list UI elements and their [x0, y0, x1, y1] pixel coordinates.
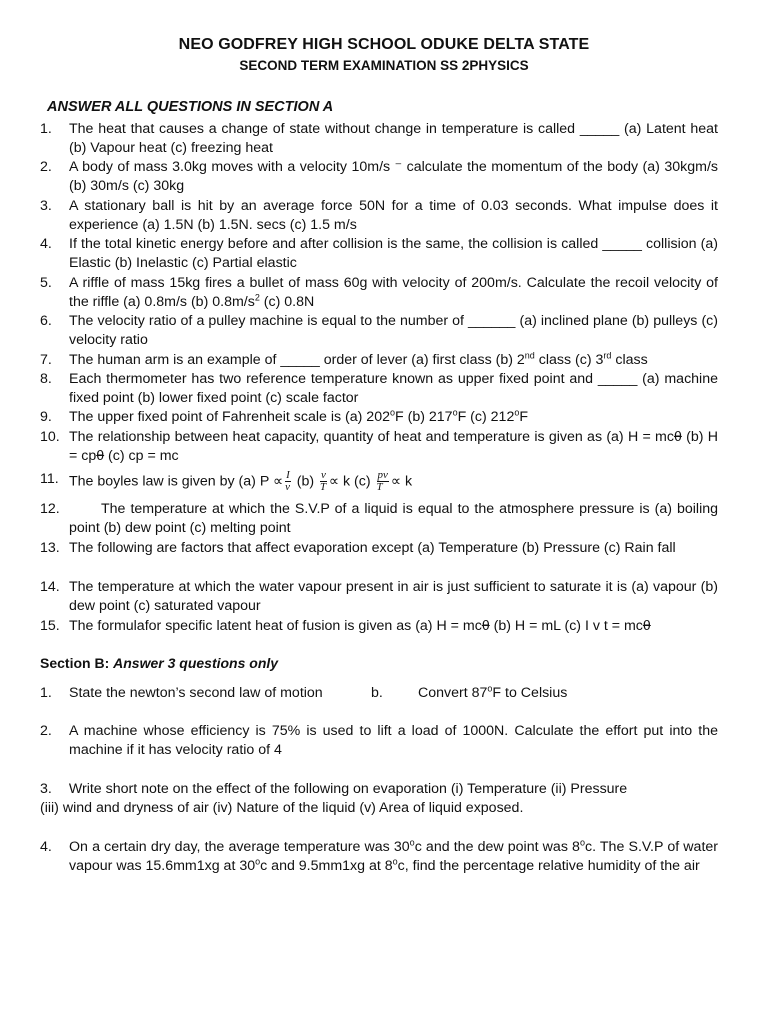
question-2: [40, 158, 718, 197]
question-9: [40, 408, 718, 427]
question-number: 11.: [40, 471, 59, 487]
question-text: If the total kinetic energy before and after collision is the same, the collision is called _____ collision (a) Elastic (b) Inelastic (c) Partial elastic: [69, 236, 718, 272]
question-text: Each thermometer has two reference temperature known as upper fixed point and _____ (a) machine fixed point (b) lower fixed point (c) scale factor: [69, 371, 718, 407]
question-text: The formulafor specific latent heat of fusion is given as (a) H = mcθ (b) H = mL (c) I v t = mcθ: [69, 618, 651, 634]
question-number: 13.: [40, 540, 60, 556]
question-text: The following are factors that affect evaporation except (a) Temperature (b) Pressure (c) Rain fall: [69, 540, 676, 556]
question-number: 1.: [40, 685, 52, 701]
question-number: 10.: [40, 429, 60, 445]
part-b-text: Convert 87$^o$F to Celsius: [418, 683, 568, 701]
section-b-question-2: [40, 722, 718, 761]
question-11: [40, 470, 718, 493]
question-number: 3.: [40, 198, 52, 214]
question-number: 7.: [40, 352, 52, 368]
part-b-label: b.: [371, 685, 383, 701]
question-12: [40, 500, 718, 539]
question-number: 6.: [40, 313, 52, 329]
section-b-question-4: [40, 838, 718, 877]
question-text: The velocity ratio of a pulley machine is equal to the number of ______ (a) inclined plane (b) pulleys (c) velocity ratio: [69, 313, 718, 349]
question-number: 1.: [40, 121, 52, 137]
question-8: [40, 370, 718, 409]
question-text: A machine whose efficiency is 75% is used to lift a load of 1000N. Calculate the effort put into the machine if it has velocity ratio of 4: [69, 723, 718, 759]
question-10: [40, 428, 718, 467]
school-title: NEO GODFREY HIGH SCHOOL ODUKE DELTA STATE: [178, 36, 590, 53]
question-number: 4.: [40, 236, 52, 252]
question-13: [40, 539, 718, 558]
question-text: A riffle of mass 15kg fires a bullet of mass 60g with velocity of 200m/s. Calculate the recoil velocity of the riffle (a) 0.8m/s (b) $0.8m/s^2$ (c) 0.8N: [69, 275, 718, 311]
section-b-question-3: [40, 780, 718, 819]
question-line-2: (iii) wind and dryness of air (iv) Nature of the liquid (v) Area of liquid exposed.: [40, 800, 524, 817]
fraction-v-over-t: $\frac{v}{T}$: [320, 469, 327, 493]
question-6: [40, 312, 718, 351]
question-text: The relationship between heat capacity, quantity of heat and temperature is given as (a) H = mcθ (b) H = cpθ (c) cp = mc: [69, 429, 718, 465]
question-number: 2.: [40, 723, 52, 739]
question-number: 8.: [40, 371, 52, 387]
question-4: [40, 235, 718, 274]
exam-subtitle: SECOND TERM EXAMINATION SS 2PHYSICS: [239, 58, 529, 73]
question-3: [40, 197, 718, 236]
question-number: 15.: [40, 618, 60, 634]
question-text: A body of mass 3.0kg moves with a velocity 10m/s ⁻ calculate the momentum of the body (a) 30kgm/s (b) 30m/s (c) 30kg: [69, 159, 718, 195]
question-text: The human arm is an example of _____ order of lever (a) first class (b) 2nd class (c) 3rd class: [69, 350, 648, 368]
question-text: The upper fixed point of Fahrenheit scale is (a) 202$^o$F (b) 217$^o$F (c) 212$^o$F: [69, 407, 529, 425]
question-1: [40, 120, 718, 159]
question-text: The temperature at which the S.V.P of a liquid is equal to the atmosphere pressure is (a) boiling point (b) dew point (c) melting point: [69, 501, 718, 537]
question-text: The temperature at which the water vapour present in air is just sufficient to saturate it is (a) vapour (b) dew point (c) saturated vapour: [69, 579, 718, 615]
question-5: [40, 274, 718, 313]
question-7: [40, 351, 718, 370]
question-text: The boyles law is given by (a) P ∝ $\frac{I}{v}$ (b) $\frac{v}{T}$ ∝ k (c) $\frac{pv}{T}$ ∝ k: [69, 469, 413, 493]
question-text: State the newton’s second law of motion: [69, 685, 323, 701]
question-text: A stationary ball is hit by an average force 50N for a time of 0.03 seconds. What impulse does it experience (a) 1.5N (b) 1.5N. secs (c) 1.5 m/s: [69, 198, 718, 234]
question-text: The heat that causes a change of state without change in temperature is called _____ (a) Latent heat (b) Vapour heat (c) freezing heat: [69, 121, 718, 157]
question-line-1: 3. Write short note on the effect of the following on evaporation (i) Temperature (ii) Pressure: [40, 781, 628, 797]
question-number: 5.: [40, 275, 52, 291]
question-15: [40, 617, 718, 636]
question-14: [40, 578, 718, 617]
section-a-heading: ANSWER ALL QUESTIONS IN SECTION A: [47, 99, 334, 115]
section-b-heading: Section B: Answer 3 questions only: [40, 655, 279, 671]
question-number: 4.: [40, 839, 52, 855]
fraction-i-over-v: $\frac{I}{v}$: [285, 469, 290, 493]
question-number: 9.: [40, 409, 52, 425]
fraction-pv-over-t: $\frac{pv}{T}$: [376, 469, 388, 493]
question-number: 2.: [40, 159, 52, 175]
question-number: 14.: [40, 579, 60, 595]
question-number: 12.: [40, 501, 60, 517]
question-text: On a certain dry day, the average temperature was 30$^o$c and the dew point was 8$^o$c. The S.V.P of water vapour was 15.6mm1xg at 30$^o$c and 9.5mm1xg at 8$^o$c, find the percentage relative humidity of the air: [69, 837, 719, 875]
section-b-question-1: [40, 684, 718, 703]
